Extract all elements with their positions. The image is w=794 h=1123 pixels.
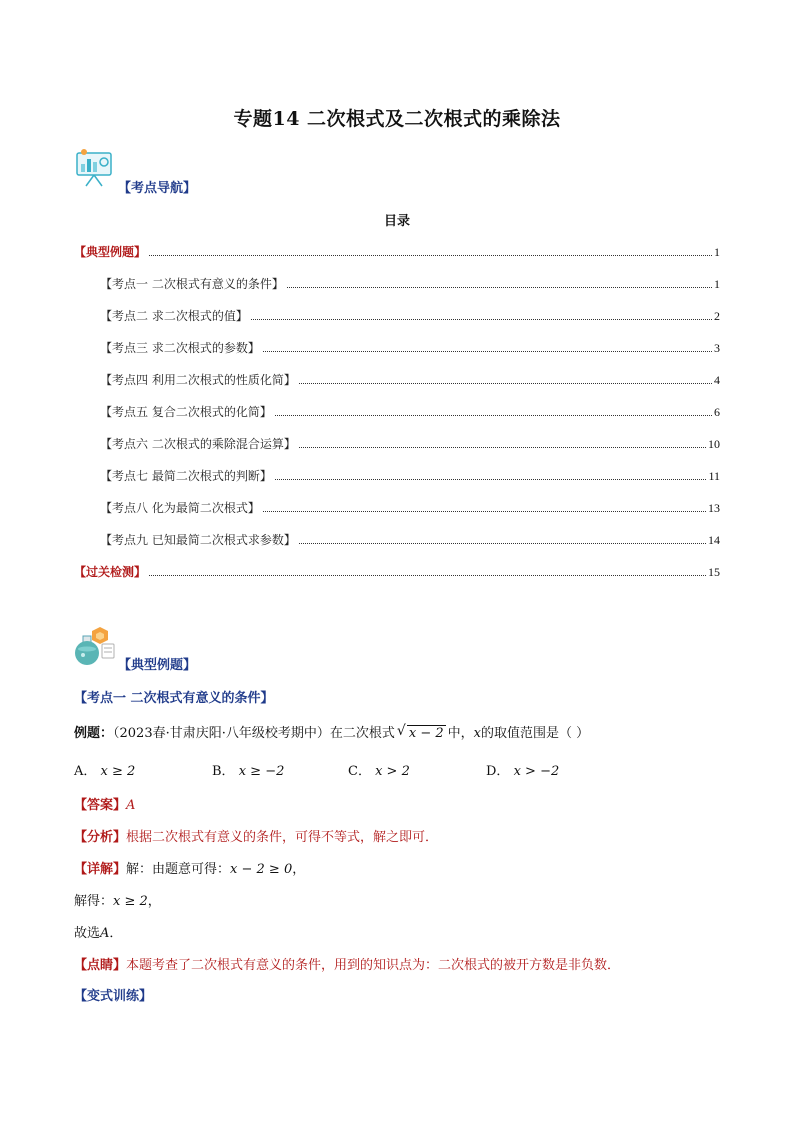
choice-letter: C． xyxy=(348,764,371,779)
kaodian-heading: 【考点一 二次根式有意义的条件】 xyxy=(74,691,274,706)
flask-icon xyxy=(72,624,116,668)
toc-item-label: 【考点七 最简二次根式的判断】 xyxy=(100,469,272,483)
toc-leader xyxy=(275,414,712,416)
toc-item[interactable] xyxy=(100,467,720,485)
example-text-after: 中， xyxy=(447,726,474,741)
solve-text: 解得： xyxy=(74,894,114,909)
toc-item[interactable] xyxy=(100,403,720,421)
detail-text: 解：由题意可得： xyxy=(126,862,231,877)
toc-item-label: 【考点二 求二次根式的值】 xyxy=(100,309,248,323)
toc-item[interactable] xyxy=(100,531,720,549)
toc-page-number: 15 xyxy=(708,565,720,579)
section-label-examples: 【典型例题】 xyxy=(118,658,197,673)
choice-letter: A． xyxy=(74,764,97,779)
toc-item[interactable] xyxy=(100,275,720,293)
toc-item-label: 【考点五 复合二次根式的化简】 xyxy=(100,405,272,419)
toc-page-number: 1 xyxy=(714,245,720,259)
solve-expr: x ≥ 2 xyxy=(113,894,148,909)
choice-b[interactable] xyxy=(212,760,284,779)
toc-page-number: 2 xyxy=(714,309,720,323)
toc-item[interactable] xyxy=(74,563,720,581)
toc-leader xyxy=(149,254,712,256)
toc-leader xyxy=(275,478,707,480)
comment-text: 本题考查了二次根式有意义的条件，用到的知识点为：二次根式的被开方数是非负数． xyxy=(126,958,621,973)
toc-item[interactable] xyxy=(100,435,720,453)
analysis-label: 【分析】 xyxy=(74,830,127,845)
choose-text: 故选 xyxy=(74,926,101,941)
toc-page-number: 1 xyxy=(714,277,720,291)
toc-leader xyxy=(263,510,706,512)
toc-item-label: 【考点一 二次根式有意义的条件】 xyxy=(100,277,284,291)
choose-end: ． xyxy=(109,926,123,941)
sqrt-expression xyxy=(397,725,446,741)
answer-value: A xyxy=(126,798,136,813)
answer-line xyxy=(74,794,135,813)
toc-item-label: 【过关检测】 xyxy=(74,565,147,579)
solve-end: ， xyxy=(147,894,161,909)
example-question xyxy=(74,722,589,741)
toc-leader xyxy=(251,318,712,320)
choose-line xyxy=(74,922,122,941)
answer-label: 【答案】 xyxy=(74,798,127,813)
toc-item[interactable] xyxy=(100,371,720,389)
example-source: （2023春·甘肃庆阳·八年级校考期中）在二次根式 xyxy=(113,726,395,741)
nav-section-label: 【考点导航】 xyxy=(118,181,197,196)
analysis-line xyxy=(74,826,438,845)
radicand: x − 2 xyxy=(408,726,444,741)
toc-page-number: 3 xyxy=(714,341,720,355)
toc-item-label: 【典型例题】 xyxy=(74,245,147,259)
toc-leader xyxy=(299,446,706,448)
choice-letter: D． xyxy=(486,764,510,779)
toc-leader xyxy=(263,350,712,352)
toc-page-number: 11 xyxy=(708,469,720,483)
toc-page-number: 14 xyxy=(708,533,720,547)
toc-item-label: 【考点六 二次根式的乘除混合运算】 xyxy=(100,437,296,451)
variant-training-heading: 【变式训练】 xyxy=(74,989,153,1004)
analysis-text: 根据二次根式有意义的条件，可得不等式，解之即可． xyxy=(126,830,439,845)
choose-letter: A xyxy=(100,926,110,941)
example-prefix: 例题： xyxy=(74,726,114,741)
choice-d[interactable] xyxy=(486,760,559,779)
toc-leader xyxy=(299,382,712,384)
toc-item-label: 【考点八 化为最简二次根式】 xyxy=(100,501,260,515)
toc-item[interactable] xyxy=(74,243,720,261)
toc-page-number: 13 xyxy=(708,501,720,515)
choice-expr: x > −2 xyxy=(513,764,560,779)
detail-expr: x − 2 ≥ 0 xyxy=(230,862,293,877)
toc-leader xyxy=(149,574,706,576)
toc-item[interactable] xyxy=(100,307,720,325)
toc-page-number: 4 xyxy=(714,373,720,387)
detail-end: ， xyxy=(292,862,306,877)
toc-heading: 目录 xyxy=(383,214,410,229)
example-var: x xyxy=(473,726,481,741)
toc-item[interactable] xyxy=(100,499,720,517)
presentation-board-icon xyxy=(74,148,116,190)
choice-a[interactable] xyxy=(74,760,135,779)
page-title: 专题14 二次根式及二次根式的乘除法 xyxy=(233,108,561,130)
toc-item-label: 【考点九 已知最简二次根式求参数】 xyxy=(100,533,296,547)
choice-expr: x ≥ −2 xyxy=(238,764,285,779)
radical-sign-icon: √ xyxy=(396,723,406,739)
toc-item-label: 【考点三 求二次根式的参数】 xyxy=(100,341,260,355)
solve-line xyxy=(74,890,161,909)
toc-item[interactable] xyxy=(100,339,720,357)
choice-c[interactable] xyxy=(348,760,410,779)
toc-page-number: 6 xyxy=(714,405,720,419)
toc-leader xyxy=(287,286,712,288)
toc-page-number: 10 xyxy=(708,437,720,451)
comment-label: 【点睛】 xyxy=(74,958,127,973)
toc-leader xyxy=(299,542,706,544)
detail-line xyxy=(74,858,305,877)
toc-item-label: 【考点四 利用二次根式的性质化简】 xyxy=(100,373,296,387)
choice-expr: x > 2 xyxy=(375,764,410,779)
detail-label: 【详解】 xyxy=(74,862,127,877)
choice-expr: x ≥ 2 xyxy=(100,764,136,779)
comment-line xyxy=(74,954,620,973)
example-text-end: 的取值范围是（ ） xyxy=(481,726,590,741)
choice-letter: B． xyxy=(212,764,235,779)
